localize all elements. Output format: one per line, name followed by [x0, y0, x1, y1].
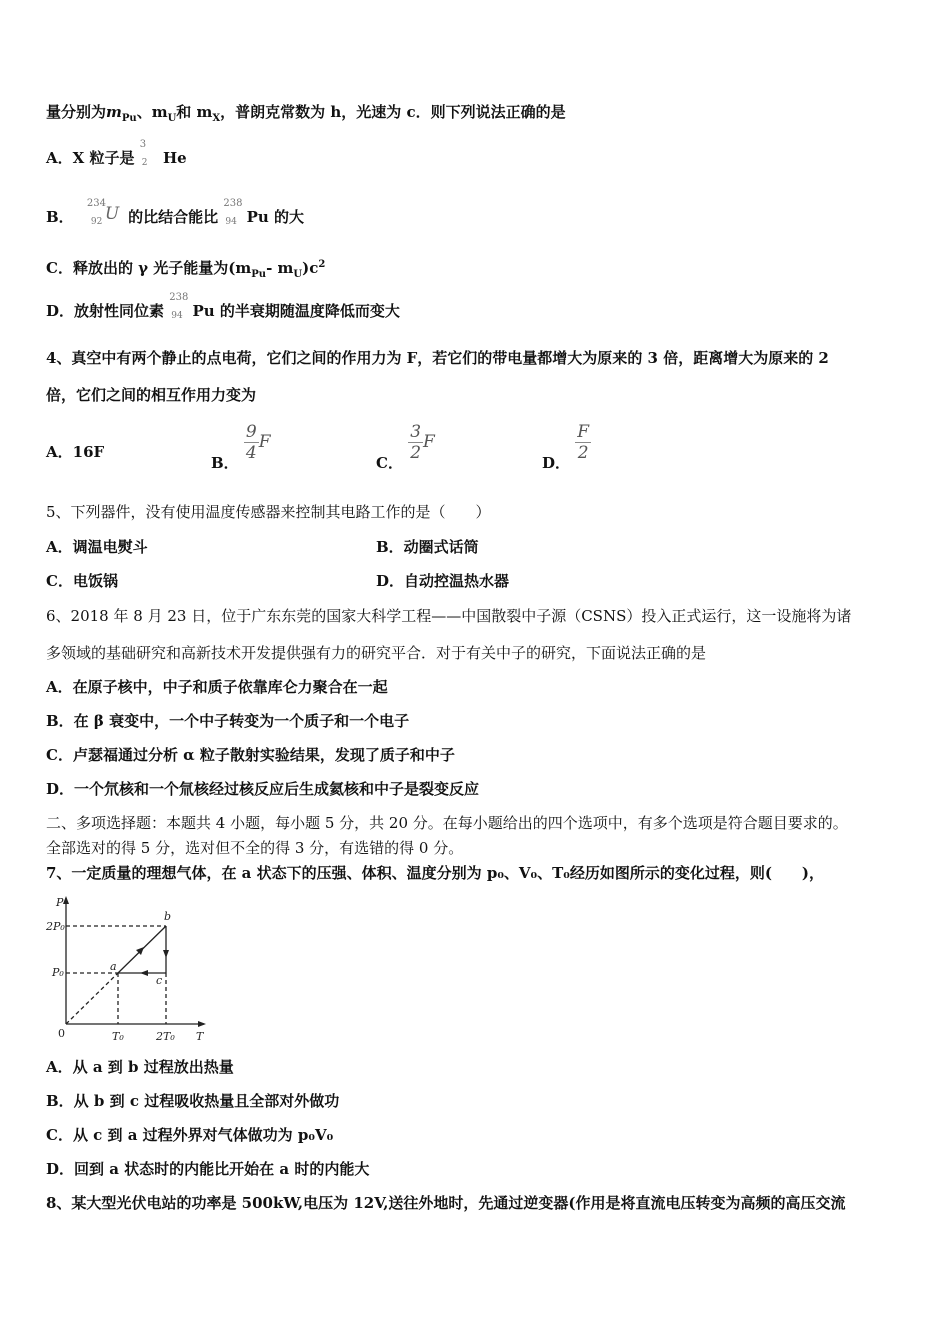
q4-stem-2: 倍，它们之间的相互作用力变为: [46, 386, 257, 404]
q5-option-b: B．动圈式话筒: [376, 538, 479, 556]
pu-mass-b: 238: [223, 198, 243, 209]
he-symbol: He: [162, 149, 187, 167]
ca-arrow-icon: [140, 970, 148, 976]
he-z: 2: [141, 158, 148, 168]
q6-option-b: B．在 β 衰变中，一个中子转变为一个质子和一个电子: [46, 712, 410, 730]
q7-option-a: A．从 a 到 b 过程放出热量: [46, 1058, 234, 1076]
q4-b-fraction: [244, 422, 259, 463]
label-p0: P₀: [52, 966, 64, 979]
label-point-b: b: [164, 910, 172, 923]
q4-b-label: B．: [211, 454, 239, 472]
q3-b-label: B．: [46, 208, 74, 226]
section2-line-2: 全部选对的得 5 分，选对但不全的得 3 分，有选错的得 0 分。: [46, 839, 464, 857]
label-2p0: 2P₀: [46, 920, 65, 933]
sub-pu: Pu: [121, 113, 137, 124]
label-point-a: a: [110, 960, 117, 973]
isotope-pu-d: [169, 292, 189, 322]
sub-x: X: [212, 113, 221, 124]
q5-stem: 5、下列器件，没有使用温度传感器来控制其电路工作的是（ ）: [46, 503, 491, 521]
intro-post: ，普朗克常数为 h，光速为 c．则下列说法正确的是: [220, 103, 566, 121]
q7-option-d: D．回到 a 状态时的内能比开始在 a 时的内能大: [46, 1160, 370, 1178]
q4-c-label: C．: [376, 454, 403, 472]
q4-stem-1: 4、真空中有两个静止的点电荷，它们之间的作用力为 F，若它们的带电量都增大为原来的 3 倍，距离增大为原来的 2: [46, 349, 829, 367]
q3-option-a: [46, 139, 187, 169]
q6-stem-1: 6、2018 年 8 月 23 日，位于广东东莞的国家大科学工程——中国散裂中子源（CSNS）投入正式运行，这一设施将为诸: [46, 607, 852, 625]
q6-option-a: A．在原子核中，中子和质子依靠库仑力聚合在一起: [46, 678, 388, 696]
label-point-c: c: [156, 974, 163, 987]
pu-z-b: 94: [225, 217, 237, 227]
isotope-u: [86, 198, 123, 228]
q3-d-post: Pu 的半衰期随温度降低而变大: [192, 302, 400, 320]
q6-option-c: C．卢瑟福通过分析 α 粒子散射实验结果，发现了质子和中子: [46, 746, 455, 764]
label-t0: T₀: [112, 1030, 124, 1043]
q3-option-d: [46, 292, 400, 322]
bc-arrow-icon: [163, 950, 169, 958]
q4-b-den: 4: [245, 442, 257, 463]
q3-c-sub1: Pu: [251, 269, 267, 280]
q3-c-mid: - m: [266, 259, 294, 277]
he-mass: 3: [139, 139, 147, 150]
q3-c-post: )c: [302, 259, 319, 277]
u-symbol: U: [104, 204, 120, 224]
pu-mass-d: 238: [169, 292, 189, 303]
u-mass: 234: [86, 198, 107, 209]
q7-option-c: C．从 c 到 a 过程外界对气体做功为 p₀V₀: [46, 1126, 334, 1144]
q4-option-a: A．16F: [46, 443, 105, 461]
q4-d-fraction: [575, 422, 591, 463]
q3-b-post: Pu 的大: [246, 208, 305, 226]
label-origin: 0: [58, 1027, 65, 1040]
q7-stem: 7、一定质量的理想气体，在 a 状态下的压强、体积、温度分别为 p₀、V₀、T₀经历如图所示的变化过程，则( )，: [46, 864, 825, 882]
q6-stem-2: 多领域的基础研究和高新技术开发提供强有力的研究平合．对于有关中子的研究，下面说法正确的是: [46, 644, 707, 662]
q6-option-d: D．一个氘核和一个氚核经过核反应后生成氦核和中子是裂变反应: [46, 780, 480, 798]
q3-option-b: [46, 198, 305, 228]
pt-graph: [44, 892, 214, 1044]
q4-c-den: 2: [410, 442, 422, 463]
q4-d-num: F: [577, 421, 590, 442]
u-z: 92: [90, 217, 103, 227]
intro-pre: 量分别为: [46, 103, 107, 121]
q7-option-b: B．从 b 到 c 过程吸收热量且全部对外做功: [46, 1092, 340, 1110]
label-p-axis: P: [56, 896, 64, 909]
intro-mid: 和 m: [176, 103, 213, 121]
q4-c-var: F: [423, 432, 435, 452]
q3-a-label: A．X 粒子是: [46, 149, 135, 167]
q4-option-c: [376, 420, 435, 484]
q4-c-num: 3: [410, 421, 422, 442]
pu-z-d: 94: [171, 311, 183, 321]
q4-c-fraction: [408, 422, 423, 463]
q8-stem-1: 8、某大型光伏电站的功率是 500kW,电压为 12V,送往外地时，先通过逆变器(作用是将直流电压转变为高频的高压交流: [46, 1194, 846, 1212]
intro-line: [46, 102, 566, 129]
q4-option-d: [542, 420, 591, 484]
q5-option-a: A．调温电熨斗: [46, 538, 148, 556]
intro-sep: 、m: [136, 103, 168, 121]
x-arrow-head: [198, 1021, 206, 1027]
origin-dashed-line: [66, 973, 118, 1024]
q4-b-var: F: [258, 432, 271, 452]
label-t-axis: T: [196, 1030, 204, 1043]
q3-d-label: D．放射性同位素: [46, 302, 165, 320]
q3-c-text: C．释放出的 γ 光子能量为(m: [46, 259, 252, 277]
isotope-he: [139, 139, 158, 169]
q5-option-d: D．自动控温热水器: [376, 572, 510, 590]
q4-d-label: D．: [542, 454, 571, 472]
q5-option-c: C．电饭锅: [46, 572, 118, 590]
q3-c-sup: 2: [318, 259, 326, 270]
q4-option-b: [211, 420, 271, 484]
isotope-pu-b: [223, 198, 243, 228]
q3-b-mid: 的比结合能比: [128, 208, 219, 226]
q3-option-c: [46, 255, 325, 285]
label-2t0: 2T₀: [156, 1030, 175, 1043]
q4-b-num: 9: [245, 421, 257, 442]
q4-d-den: 2: [577, 442, 589, 463]
sub-u: U: [167, 113, 177, 124]
y-arrow-head: [63, 896, 69, 904]
mass-pu: m: [106, 103, 122, 121]
q3-c-sub2: U: [293, 269, 303, 280]
section2-line-1: 二、多项选择题：本题共 4 小题，每小题 5 分，共 20 分。在每小题给出的四个选项中，有多个选项是符合题目要求的。: [46, 814, 848, 832]
